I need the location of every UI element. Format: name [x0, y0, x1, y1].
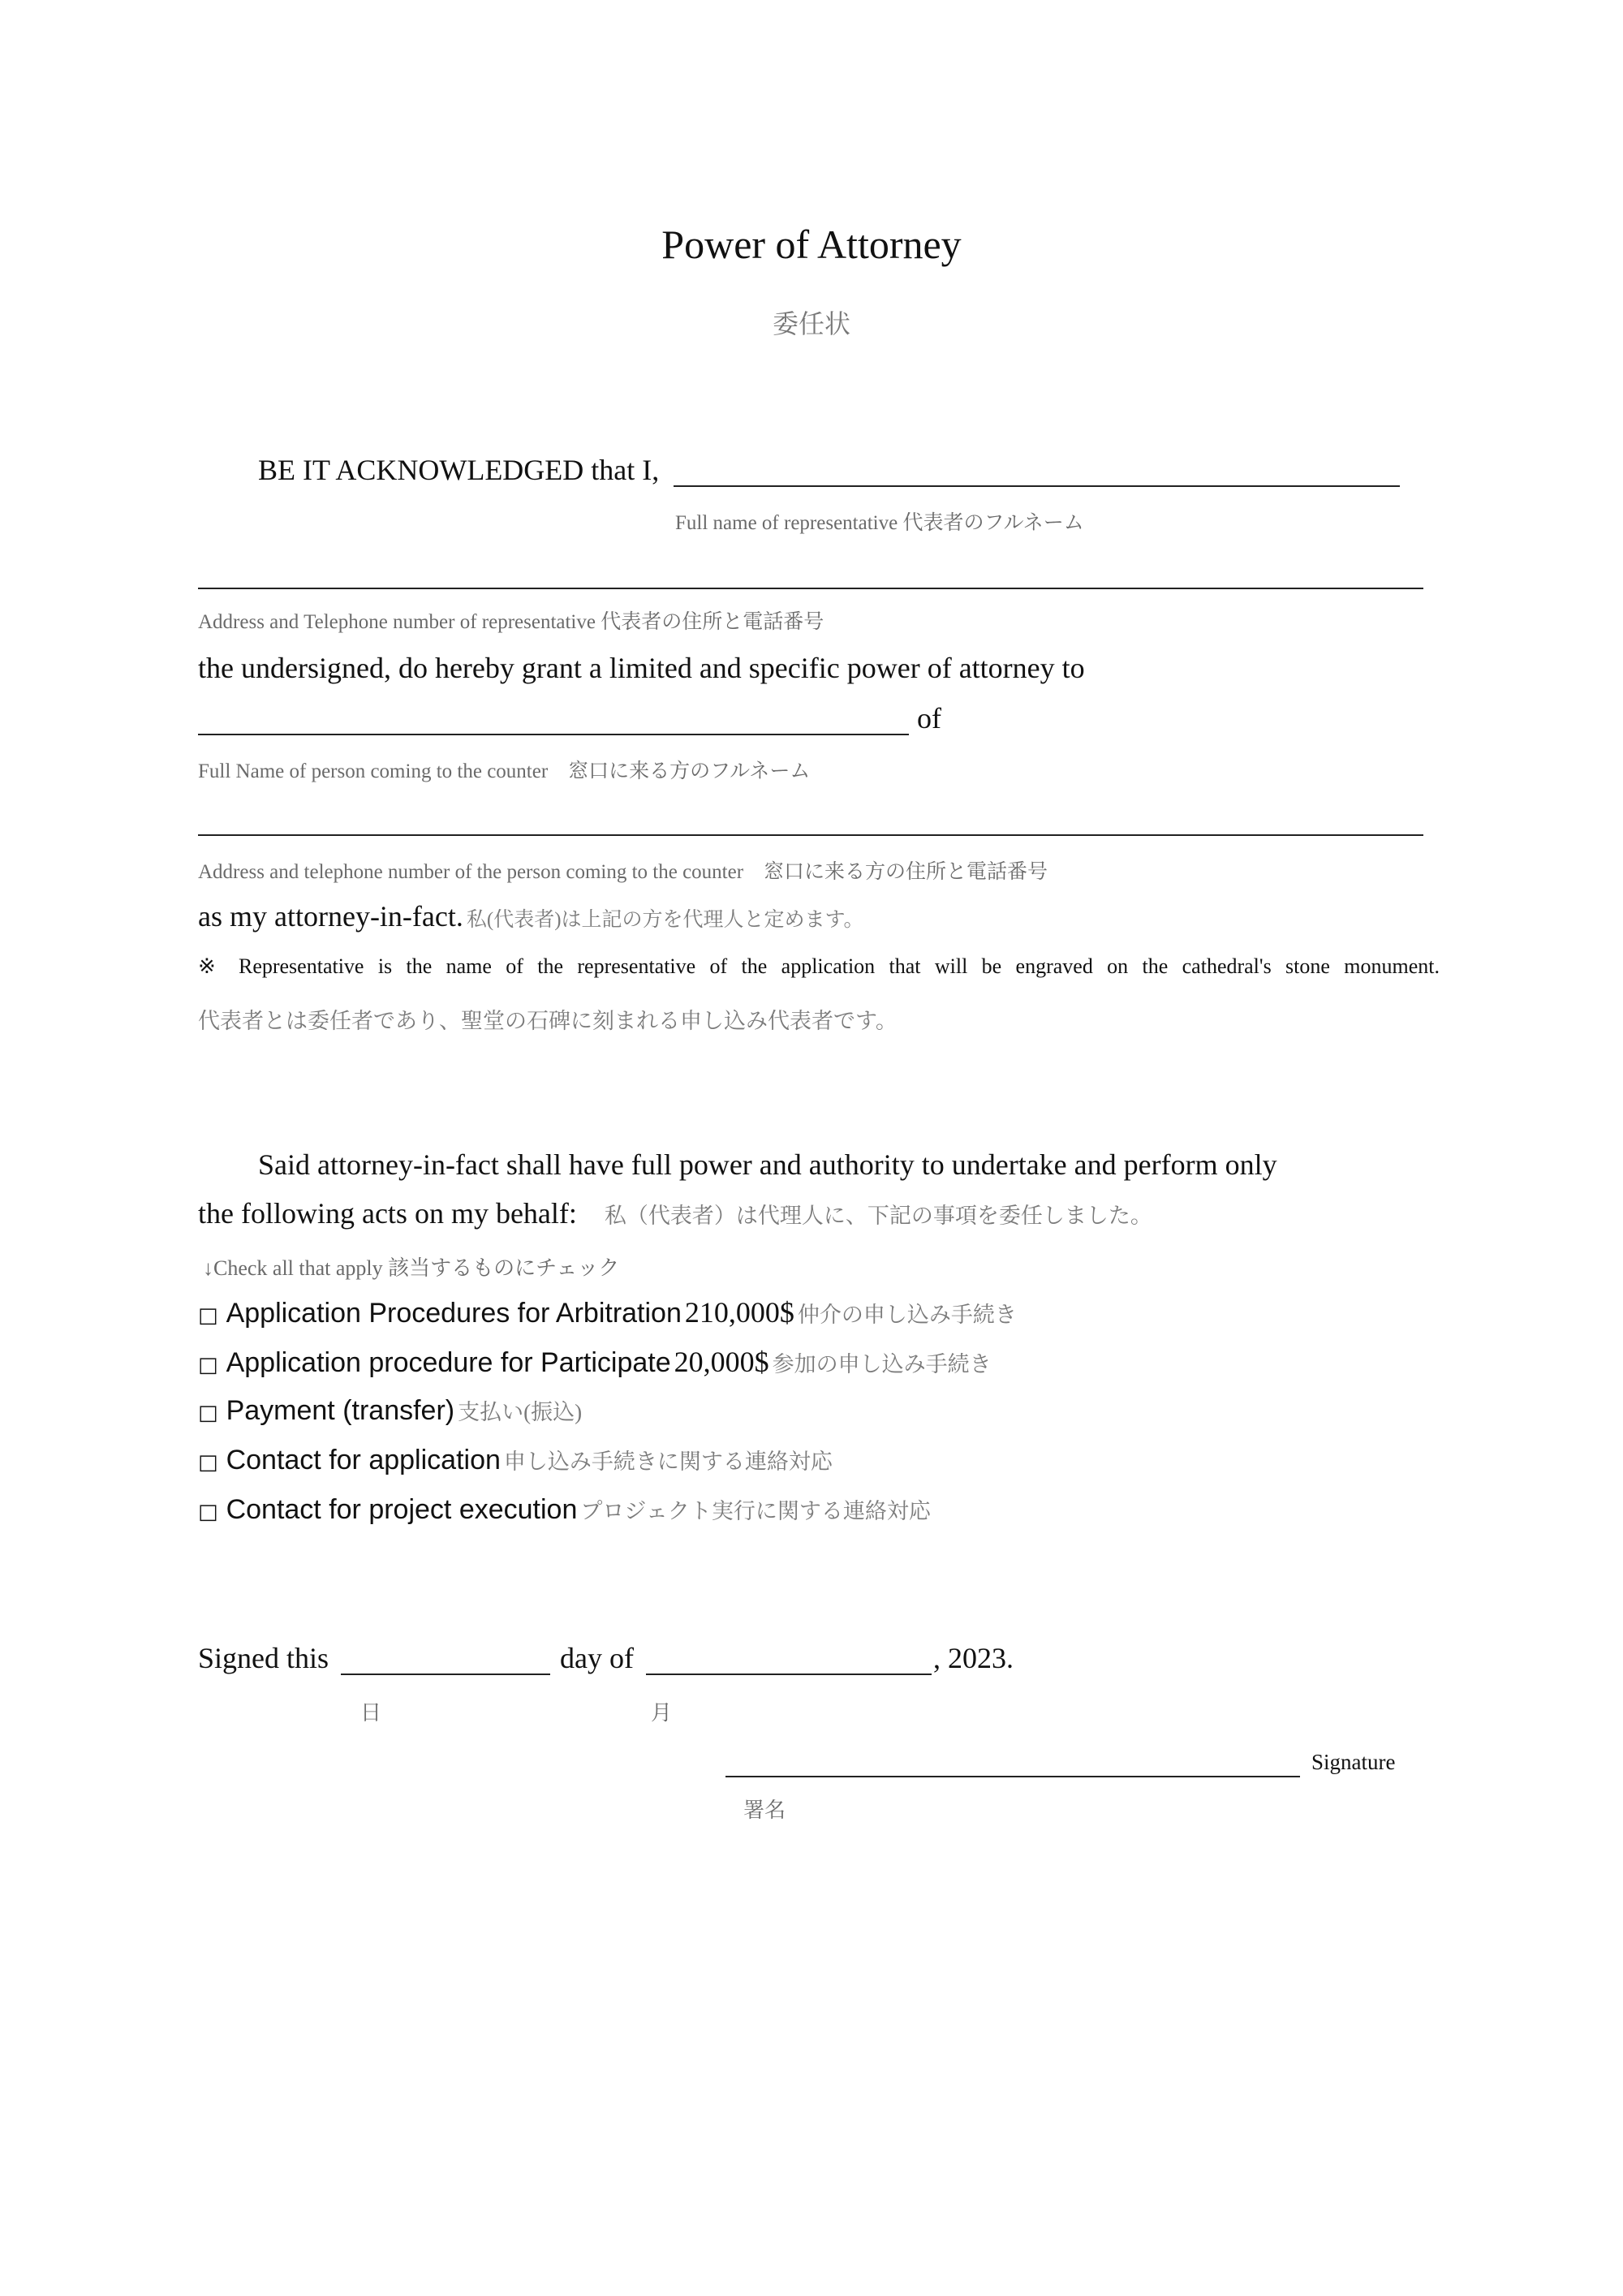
day-line[interactable]	[341, 1674, 550, 1675]
page-subtitle-jp: 委任状	[772, 309, 850, 338]
authority-line-2-jp: 私（代表者）は代理人に、下記の事項を委任しました。	[604, 1204, 1152, 1228]
representative-note-en: ※ Representative is the name of the representative of the application that will be engraved on the cathedral's stone monument.	[198, 954, 1440, 978]
representative-address-caption: Address and Telephone number of representative 代表者の住所と電話番号	[198, 611, 824, 633]
checklist-item[interactable]	[198, 1295, 1017, 1329]
authority-line-2	[198, 1196, 1152, 1230]
representative-name-line[interactable]	[674, 485, 1400, 487]
signature-line[interactable]	[725, 1776, 1300, 1777]
checkbox[interactable]: □	[198, 1303, 218, 1328]
checklist-item[interactable]	[198, 1394, 582, 1427]
checklist-label: Payment (transfer)	[226, 1395, 455, 1426]
attorney-address-caption: Address and telephone number of the person coming to the counter 窓口に来る方の住所と電話番号	[198, 861, 1048, 883]
attorney-statement-en: as my attorney-in-fact.	[198, 900, 463, 933]
representative-name-caption: Full name of representative 代表者のフルネーム	[675, 512, 1084, 534]
checklist-jp: 申し込み手続きに関する連絡対応	[503, 1450, 833, 1474]
signature-caption-jp: 署名	[743, 1798, 786, 1822]
checkbox[interactable]: □	[198, 1500, 218, 1524]
signed-year: , 2023.	[933, 1642, 1014, 1674]
checkbox[interactable]: □	[198, 1450, 218, 1475]
attorney-name-line[interactable]	[198, 734, 909, 735]
of-label: of	[917, 702, 941, 734]
check-hint: ↓Check all that apply 該当するものにチェック	[203, 1256, 620, 1280]
representative-address-line[interactable]	[198, 588, 1423, 589]
signed-day-of: day of	[560, 1642, 634, 1674]
checklist-label: Application Procedures for Arbitration	[226, 1298, 682, 1329]
checklist-label: Application procedure for Participate	[226, 1347, 671, 1378]
checklist-amount: 20,000$	[674, 1346, 769, 1378]
grant-text: the undersigned, do hereby grant a limited and specific power of attorney to	[198, 652, 1085, 684]
checkbox[interactable]: □	[198, 1401, 218, 1425]
attorney-statement-jp: 私(代表者)は上記の方を代理人と定めます。	[466, 909, 864, 931]
month-caption-jp: 月	[651, 1701, 673, 1725]
attorney-address-line[interactable]	[198, 834, 1423, 836]
representative-note-jp: 代表者とは委任者であり、聖堂の石碑に刻まれる申し込み代表者です。	[198, 1009, 898, 1033]
checklist-amount: 210,000$	[684, 1296, 794, 1329]
day-caption-jp: 日	[360, 1701, 382, 1725]
checklist-item[interactable]	[198, 1493, 931, 1526]
checkbox[interactable]: □	[198, 1353, 218, 1377]
authority-line-2-en: the following acts on my behalf:	[198, 1197, 577, 1230]
checklist-item[interactable]	[198, 1444, 833, 1476]
checklist-label: Contact for application	[226, 1445, 501, 1475]
checklist-jp: 参加の申し込み手続き	[772, 1352, 992, 1376]
page-title: Power of Attorney	[661, 222, 962, 267]
month-line[interactable]	[646, 1674, 932, 1675]
checklist-jp: プロジェクト実行に関する連絡対応	[580, 1499, 931, 1523]
signature-label: Signature	[1311, 1750, 1396, 1774]
ack-lead: BE IT ACKNOWLEDGED that I,	[258, 454, 660, 486]
attorney-statement	[198, 899, 864, 933]
checklist-item[interactable]	[198, 1345, 992, 1379]
signed-prefix: Signed this	[198, 1642, 329, 1674]
checklist-jp: 仲介の申し込み手続き	[797, 1303, 1017, 1327]
checklist-jp: 支払い(振込)	[458, 1400, 583, 1424]
attorney-name-caption: Full Name of person coming to the counter 窓口に来る方のフルネーム	[198, 760, 811, 782]
checklist-label: Contact for project execution	[226, 1494, 578, 1525]
authority-line-1: Said attorney-in-fact shall have full power and authority to undertake and perform only	[258, 1148, 1277, 1181]
